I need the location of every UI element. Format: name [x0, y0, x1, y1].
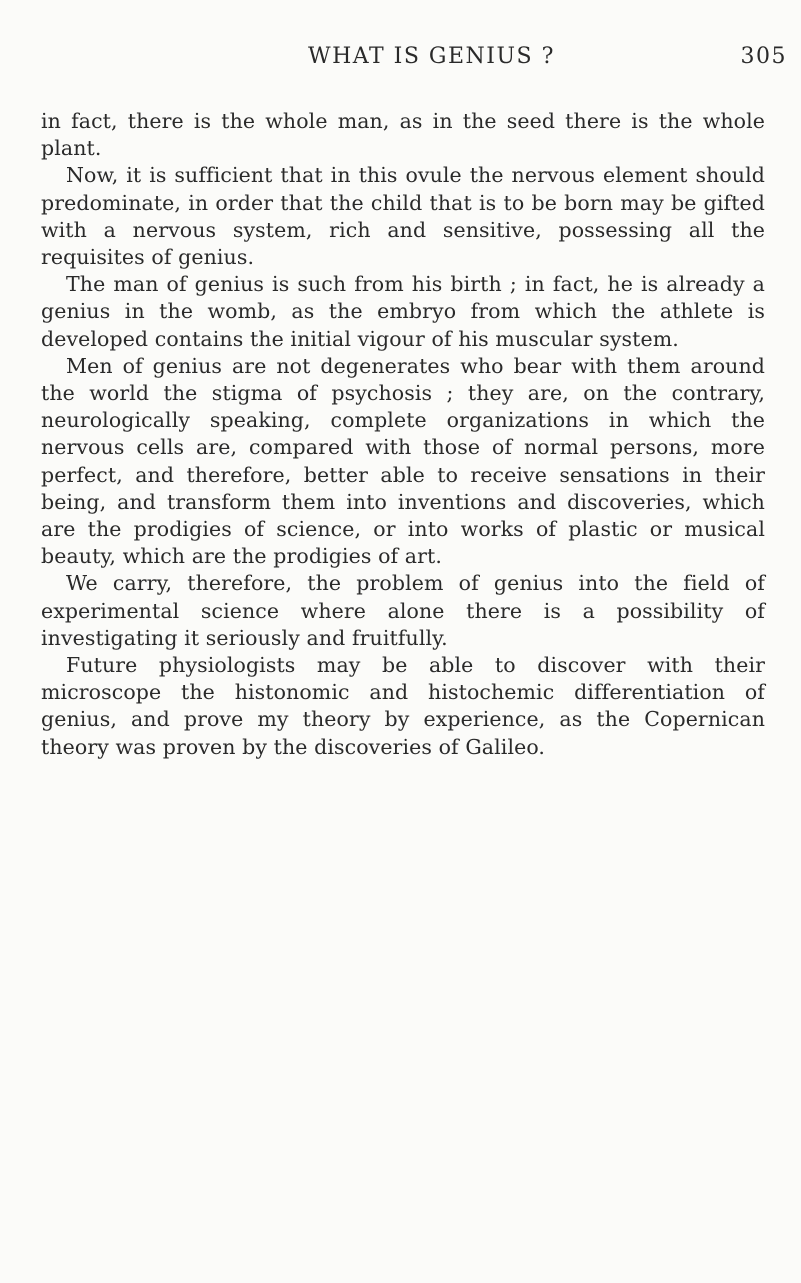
paragraph: Men of genius are not degenerates who bear with them around the world the stigma of psychosis ; they are, on the contrary, neurologically speaking, complete organizations in which the nervous cells are, compared with those of normal persons, more perfect, and therefore, better able to receive sensations in their being, and transform them into inventions and discoveries, which are the prodigies of science, or into works of plastic or musical beauty, which are the prodigies of art. [41, 353, 765, 569]
paragraph: Future physiologists may be able to discover with their microscope the histonomic and histochemic differentiation of genius, and prove my theory by experience, as the Copernican theory was proven by the discoveries of Galileo. [41, 653, 765, 759]
paragraph: We carry, therefore, the problem of genius into the field of experimental science where alone there is a possibility of investigating it seriously and fruitfully. [41, 571, 765, 650]
paragraph: Now, it is sufficient that in this ovule the nervous element should predominate, in order that the child that is to be born may be gifted with a nervous system, rich and sensitive, possessing all the requisites of genius. [41, 163, 765, 270]
paragraph: in fact, there is the whole man, as in the seed there is the whole plant. [41, 109, 765, 161]
chapter-title: WHAT IS GENIUS ? [308, 44, 555, 69]
running-head [80, 44, 795, 78]
page-number: 305 [740, 44, 787, 69]
paragraph: The man of genius is such from his birth ; in fact, he is already a genius in the womb, as the embryo from which the athlete is developed contains the initial vigour of his muscular system. [41, 272, 765, 351]
body-text [41, 108, 765, 761]
